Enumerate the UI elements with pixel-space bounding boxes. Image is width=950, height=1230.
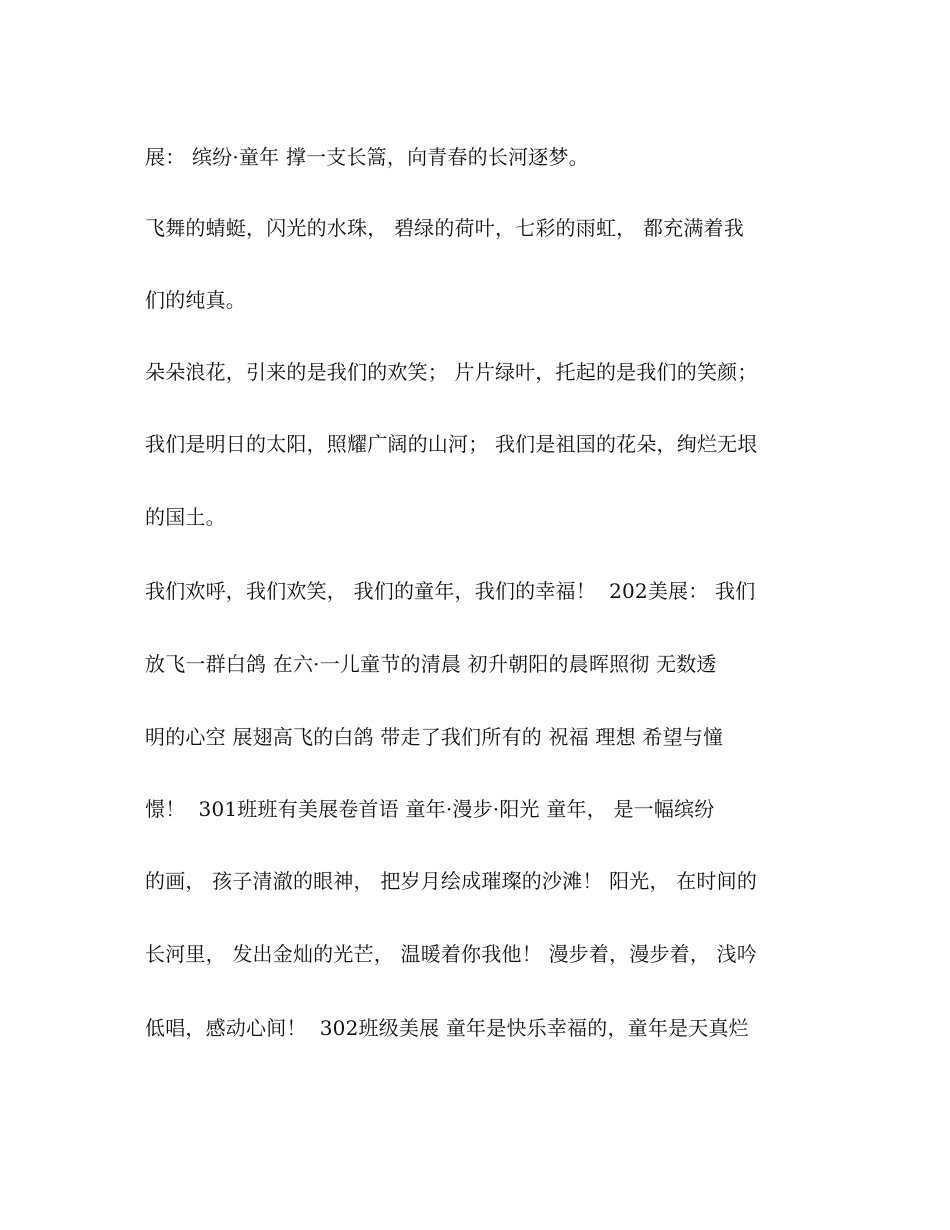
text-line: 我们欢呼，我们欢笑， 我们的童年，我们的幸福！ 202美展： 我们	[145, 579, 756, 603]
text-line: 放飞一群白鸽 在六·一儿童节的清晨 初升朝阳的晨晖照彻 无数透	[145, 652, 717, 676]
text-line: 展： 缤纷·童年 撑一支长篙，向青春的长河逐梦。	[145, 145, 589, 169]
text-line: 们的纯真。	[145, 288, 246, 312]
text-line: 我们是明日的太阳，照耀广阔的山河； 我们是祖国的花朵，绚烂无垠	[145, 432, 758, 456]
text-line: 憬！ 301班班有美展卷首语 童年·漫步·阳光 童年， 是一幅缤纷	[145, 797, 715, 821]
text-line: 长河里， 发出金灿的光芒， 温暖着你我他！ 漫步着，漫步着， 浅吟	[145, 942, 758, 966]
text-line: 的画， 孩子清澈的眼神， 把岁月绘成璀璨的沙滩！ 阳光， 在时间的	[145, 869, 758, 893]
text-line: 的国土。	[145, 505, 226, 529]
text-line: 低唱，感动心间！ 302班级美展 童年是快乐幸福的，童年是天真烂	[145, 1016, 749, 1040]
text-line: 飞舞的蜻蜓，闪光的水珠， 碧绿的荷叶，七彩的雨虹， 都充满着我	[145, 216, 744, 240]
text-line: 朵朵浪花，引来的是我们的欢笑； 片片绿叶，托起的是我们的笑颜；	[145, 360, 758, 384]
text-line: 明的心空 展翅高飞的白鸽 带走了我们所有的 祝福 理想 希望与憧	[145, 725, 724, 749]
